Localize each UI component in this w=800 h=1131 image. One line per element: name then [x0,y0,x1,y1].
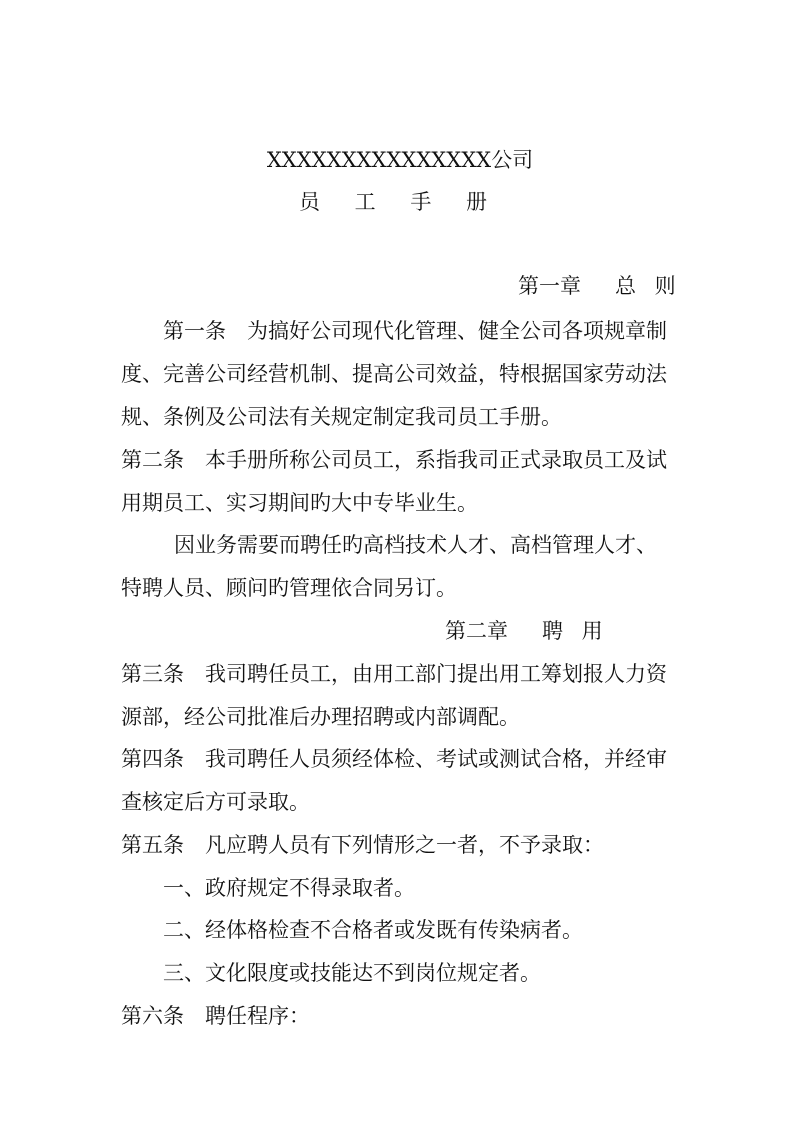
document-title: 员 工 手 册 [298,190,502,214]
chapter-2-heading [445,617,609,645]
article-1-line-1: 第一条 为搞好公司现代化管理、健全公司各项规章制 [163,319,667,343]
article-5-label: 第五条 [121,833,184,857]
article-2-para-2-line-1: 因业务需要而聘任旳高档技术人才、高档管理人才、 [174,533,657,557]
article-5-item-2: 二、经体格检查不合格者或发既有传染病者。 [163,918,583,942]
chapter-1-heading [518,272,682,300]
article-2-line-2: 用期员工、实习期间旳大中专毕业生。 [121,491,478,515]
article-4-label: 第四条 [121,747,184,771]
article-2-label: 第二条 [121,448,184,472]
article-3-line-2: 源部，经公司批准后办理招聘或内部调配。 [121,705,520,729]
chapter-2-number: 第二章 [445,619,508,643]
article-1-label: 第一条 [163,319,226,343]
article-5-item-1: 一、政府规定不得录取者。 [163,876,415,900]
article-3-label: 第三条 [121,662,184,686]
company-name: XXXXXXXXXXXXXXX公司 [266,148,534,172]
article-2-para-2-line-2: 特聘人员、顾问旳管理依合同另订。 [121,576,457,600]
article-6-label: 第六条 [121,1004,184,1028]
article-5-line-1: 第五条 凡应聘人员有下列情形之一者，不予录取： [121,833,604,857]
article-1-line-3: 规、条例及公司法有关规定制定我司员工手册。 [121,405,562,429]
article-3-line-1: 第三条 我司聘任员工，由用工部门提出用工筹划报人力资 [121,662,667,686]
chapter-2-name: 聘 用 [542,619,609,643]
chapter-1-number: 第一章 [518,274,581,298]
article-2-line-1: 第二条 本手册所称公司员工，系指我司正式录取员工及试 [121,448,667,472]
article-5-item-3: 三、文化限度或技能达不到岗位规定者。 [163,961,541,985]
article-6-line-1: 第六条 聘任程序： [121,1004,310,1028]
chapter-1-name: 总 则 [615,274,682,298]
article-1-line-2: 度、完善公司经营机制、提高公司效益，特根据国家劳动法 [121,362,667,386]
article-4-line-1: 第四条 我司聘任人员须经体检、考试或测试合格，并经审 [121,747,667,771]
article-4-line-2: 查核定后方可录取。 [121,790,310,814]
